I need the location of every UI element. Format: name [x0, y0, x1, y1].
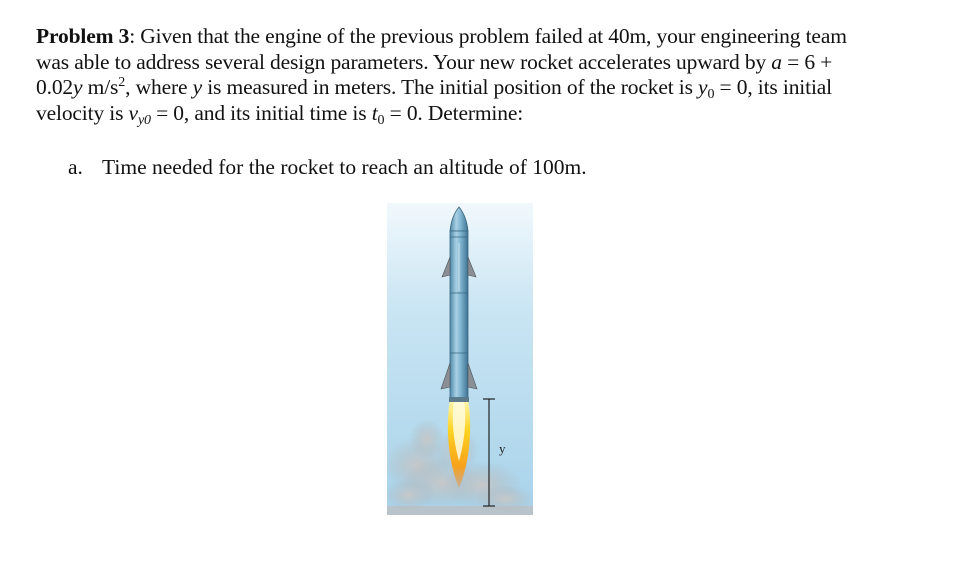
acceleration-expression-a: = 6 +: [781, 49, 833, 74]
acceleration-units-exponent: 2: [118, 75, 126, 90]
problem-text-3b: is measured in meters. The initial position of the rocket is: [202, 75, 699, 99]
problem-line-4: [36, 101, 926, 127]
initial-velocity-subscript: y0: [137, 112, 151, 128]
problem-statement: [36, 24, 926, 126]
initial-position-subscript: 0: [707, 87, 715, 102]
problem-line-2: [36, 50, 926, 76]
rocket-body: [449, 207, 469, 402]
initial-velocity-variable: v: [128, 100, 138, 125]
altitude-label: y: [499, 441, 506, 456]
rocket-launch-illustration: [387, 203, 533, 515]
problem-line-3: [36, 75, 926, 101]
problem-label: Problem 3: [36, 24, 130, 48]
initial-velocity-rest: = 0, and its initial time is: [150, 100, 372, 125]
rocket-figure: [387, 203, 533, 515]
question-item-a: [68, 155, 587, 180]
initial-position-variable: y: [698, 75, 708, 99]
problem-text-1: : Given that the engine of the previous problem failed at 40m, your engineering team: [129, 24, 847, 48]
position-variable-y: y: [192, 75, 202, 99]
acceleration-units: m/s: [82, 75, 119, 99]
initial-position-rest: = 0, its initial: [714, 75, 832, 99]
initial-time-rest: = 0. Determine:: [384, 100, 524, 125]
problem-text-3a: , where: [125, 75, 193, 99]
initial-time-variable: t: [371, 100, 378, 125]
question-marker: a.: [68, 155, 83, 179]
acceleration-variable-y: y: [73, 75, 83, 99]
question-text: Time needed for the rocket to reach an altitude of 100m.: [102, 155, 587, 179]
initial-time-subscript: 0: [377, 112, 385, 128]
acceleration-expression-b: 0.02: [36, 75, 74, 99]
problem-text-2: was able to address several design parameters. Your new rocket accelerates upward by: [36, 49, 772, 74]
problem-text-4: velocity is: [36, 100, 129, 125]
problem-line-1: [36, 24, 926, 50]
acceleration-symbol: a: [771, 49, 782, 74]
